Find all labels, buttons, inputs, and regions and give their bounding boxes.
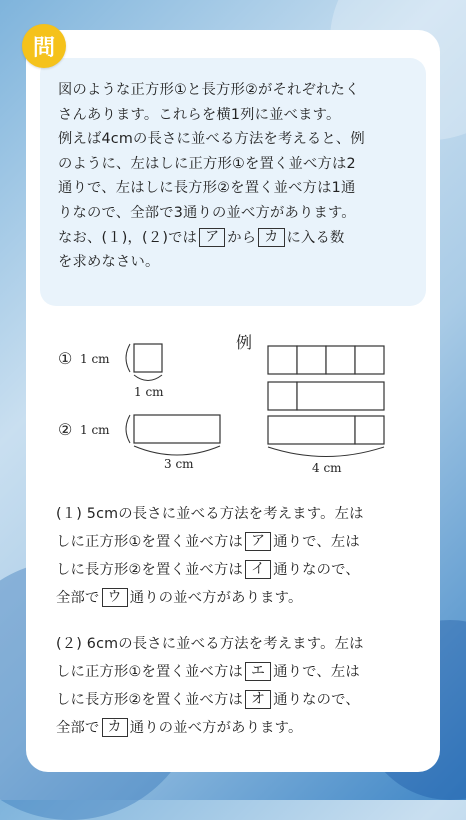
sub-question-line [56, 528, 418, 556]
question-line: を求めなさい。 [58, 254, 160, 271]
question-text-segment: から [227, 229, 257, 246]
shape2-height-brace [126, 415, 130, 443]
example-row2-rectangle [297, 382, 384, 410]
shape1-width-brace [134, 375, 162, 381]
shape2-height-label: 1 cm [80, 423, 110, 437]
text-segment: 全部で [56, 590, 100, 606]
shape1-height-label: 1 cm [80, 352, 110, 366]
sub-question-line [56, 714, 418, 742]
example-width-label: 4 cm [312, 461, 342, 475]
square-shape-1 [134, 344, 162, 372]
answer-box-a: ア [199, 228, 225, 247]
example-label: 例 [236, 333, 253, 352]
answer-box-a: ア [245, 532, 271, 551]
question-text-segment: なお、(１)，(２)では [58, 229, 198, 246]
example-row1-square [326, 346, 355, 374]
answer-box-o: オ [245, 690, 271, 709]
answer-box-u: ウ [102, 588, 128, 607]
sub-question-line [56, 584, 418, 612]
question-line [58, 226, 418, 251]
text-segment: 通りの並べ方があります。 [129, 720, 303, 736]
question-line: 例えば4cmの長さに並べる方法を考えると、例 [58, 131, 365, 148]
sub-question-line [56, 686, 418, 714]
example-row1-square [297, 346, 326, 374]
text-segment: しに正方形①を置く並べ方は [56, 664, 243, 680]
answer-box-e: エ [245, 662, 271, 681]
text-segment: 通りなので、 [273, 692, 360, 708]
text-segment: 通りの並べ方があります。 [129, 590, 303, 606]
question-line: のように、左はしに正方形①を置く並べ方は2 [58, 155, 356, 172]
shape1-label: ① [58, 349, 73, 368]
answer-box-i: イ [245, 560, 271, 579]
example-width-brace [268, 447, 384, 457]
question-line: 図のような正方形①と長方形②がそれぞれたく [58, 82, 360, 98]
shape2-label: ② [58, 420, 73, 439]
text-segment: しに長方形②を置く並べ方は [56, 692, 243, 708]
question-line: 通りで、左はしに長方形②を置く並べ方は1通 [58, 180, 356, 197]
example-row1-square [355, 346, 384, 374]
shape1-width-label: 1 cm [134, 385, 164, 399]
shape2-width-label: 3 cm [164, 457, 194, 471]
sub-question-line [56, 556, 418, 584]
text-segment: しに正方形①を置く並べ方は [56, 534, 243, 550]
answer-box-ka: カ [102, 718, 128, 737]
sub-question-line: (２) 6cmの長さに並べる方法を考えます。左は [56, 636, 364, 652]
shapes-figure [58, 320, 398, 480]
question-text-segment: に入る数 [286, 229, 345, 246]
shape2-width-brace [134, 446, 220, 455]
example-row2-square [268, 382, 297, 410]
answer-box-ka: カ [258, 228, 284, 247]
text-segment: 通りで、左は [273, 664, 360, 680]
example-row3-square [355, 416, 384, 444]
question-text [58, 78, 418, 275]
question-badge: 問 [22, 24, 66, 68]
sub-question-line [56, 658, 418, 686]
question-line: さんあります。これらを横1列に並べます。 [58, 106, 341, 123]
text-segment: しに長方形②を置く並べ方は [56, 562, 243, 578]
sub-question-2 [56, 630, 418, 742]
example-row3-rectangle [268, 416, 355, 444]
text-segment: 通りで、左は [273, 534, 360, 550]
sub-question-line: (１) 5cmの長さに並べる方法を考えます。左は [56, 506, 364, 522]
text-segment: 全部で [56, 720, 100, 736]
text-segment: 通りなので、 [273, 562, 360, 578]
question-line: りなので、全部で3通りの並べ方があります。 [58, 204, 356, 221]
example-row1-square [268, 346, 297, 374]
rectangle-shape-2 [134, 415, 220, 443]
shape1-height-brace [126, 344, 130, 372]
sub-question-1 [56, 500, 418, 612]
